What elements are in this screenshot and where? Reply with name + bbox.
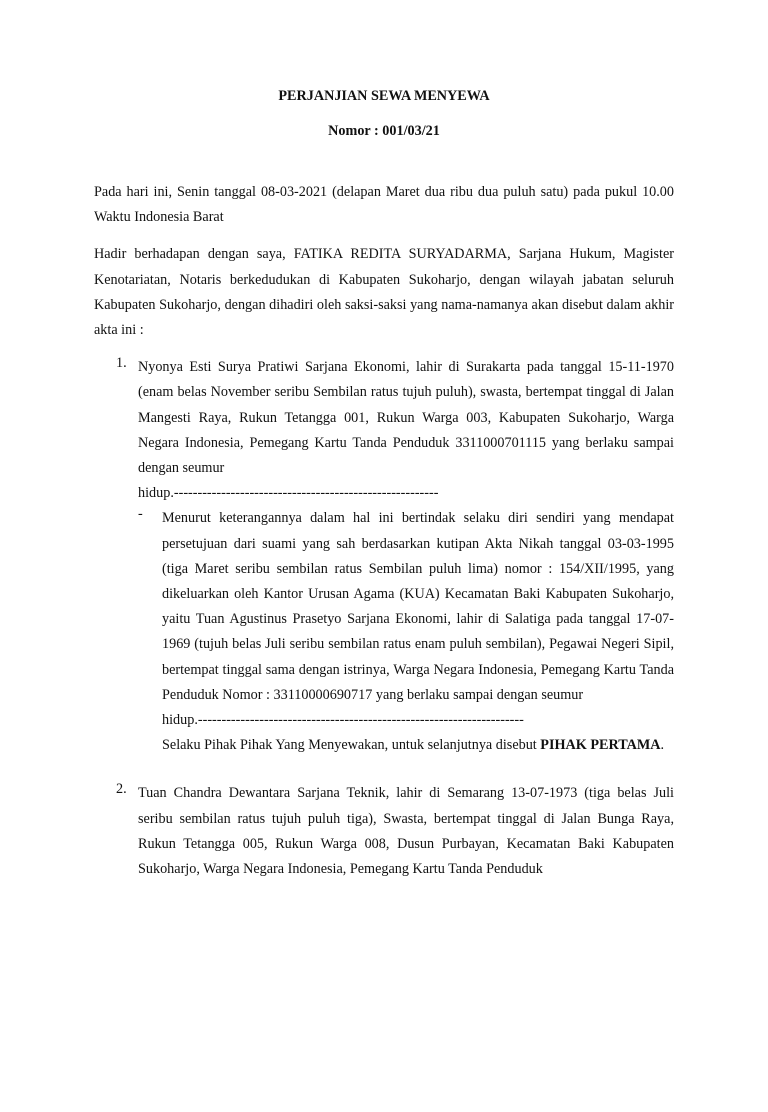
party-1-sub-tail: hidup.---------------------------------------------------------------------: [162, 712, 524, 729]
party-1-tail: hidup.--------------------------------------------------------: [138, 485, 439, 502]
party-1-text: Nyonya Esti Surya Pratiwi Sarjana Ekonomi, lahir di Surakarta pada tanggal 15-11-1970 (enam belas November seribu Sembilan ratus tujuh puluh), swasta, bertempat tinggal di Jalan Mangesti Raya, Rukun Tetangga 001, Rukun Warga 003, Kabupaten Sukoharjo, Warga Negara Indonesia, Pemegang Kartu Tanda Penduduk 3311000701115 yang berlaku sampai dengan seumur: [138, 359, 674, 477]
party-list: [94, 355, 674, 882]
party-1-role: [162, 733, 674, 758]
list-number: 1.: [116, 355, 127, 372]
party-1-sub-text: Menurut keterangannya dalam hal ini bertindak selaku diri sendiri yang mendapat persetujuan dari suami yang sah berdasarkan kutipan Akta Nikah tanggal 03-03-1995 (tiga Maret seribu sembilan ratus Sembilan puluh lima) nomor : 154/XII/1995, yang dikeluarkan oleh Kantor Urusan Agama (KUA) Kecamatan Baki Kabupaten Sukoharjo, yaitu Tuan Agustinus Prasetyo Sarjana Ekonomi, lahir di Salatiga pada tanggal 17-07-1969 (tujuh belas Juli seribu sembilan ratus enam puluh sembilan), Pegawai Negeri Sipil, bertempat tinggal sama dengan istrinya, Warga Negara Indonesia, Pemegang Kartu Tanda Penduduk Nomor : 33110000690717 yang berlaku sampai dengan seumur: [162, 510, 674, 703]
role-end: .: [660, 737, 665, 754]
party-1-sub-item: [138, 506, 674, 758]
party-item-1: [94, 355, 674, 758]
role-bold: PIHAK PERTAMA: [540, 737, 661, 754]
role-text: Selaku Pihak Pihak Yang Menyewakan, untuk selanjutnya disebut: [162, 737, 537, 754]
opening-paragraph: Pada hari ini, Senin tanggal 08-03-2021 (delapan Maret dua ribu dua puluh satu) pada pukul 10.00 Waktu Indonesia Barat: [94, 184, 674, 226]
list-dash: -: [138, 506, 143, 523]
document-page: [0, 88, 768, 1112]
document-number: Nomor : 001/03/21: [328, 123, 440, 139]
party-item-2: [94, 781, 674, 882]
list-number: 2.: [116, 781, 127, 798]
notary-paragraph: Hadir berhadapan dengan saya, FATIKA REDITA SURYADARMA, Sarjana Hukum, Magister Kenotariatan, Notaris berkedudukan di Kabupaten Sukoharjo, dengan wilayah jabatan seluruh Kabupaten Sukoharjo, dengan dihadiri oleh saksi-saksi yang nama-namanya akan disebut dalam akhir akta ini :: [94, 246, 674, 339]
document-title: PERJANJIAN SEWA MENYEWA: [278, 88, 490, 104]
party-2-text: Tuan Chandra Dewantara Sarjana Teknik, lahir di Semarang 13-07-1973 (tiga belas Juli seribu sembilan ratus tujuh puluh tiga), Swasta, bertempat tinggal di Jalan Bunga Raya, Rukun Tetangga 005, Rukun Warga 008, Dusun Purbayan, Kecamatan Baki Kabupaten Sukoharjo, Warga Negara Indonesia, Pemegang Kartu Tanda Penduduk: [138, 785, 674, 878]
